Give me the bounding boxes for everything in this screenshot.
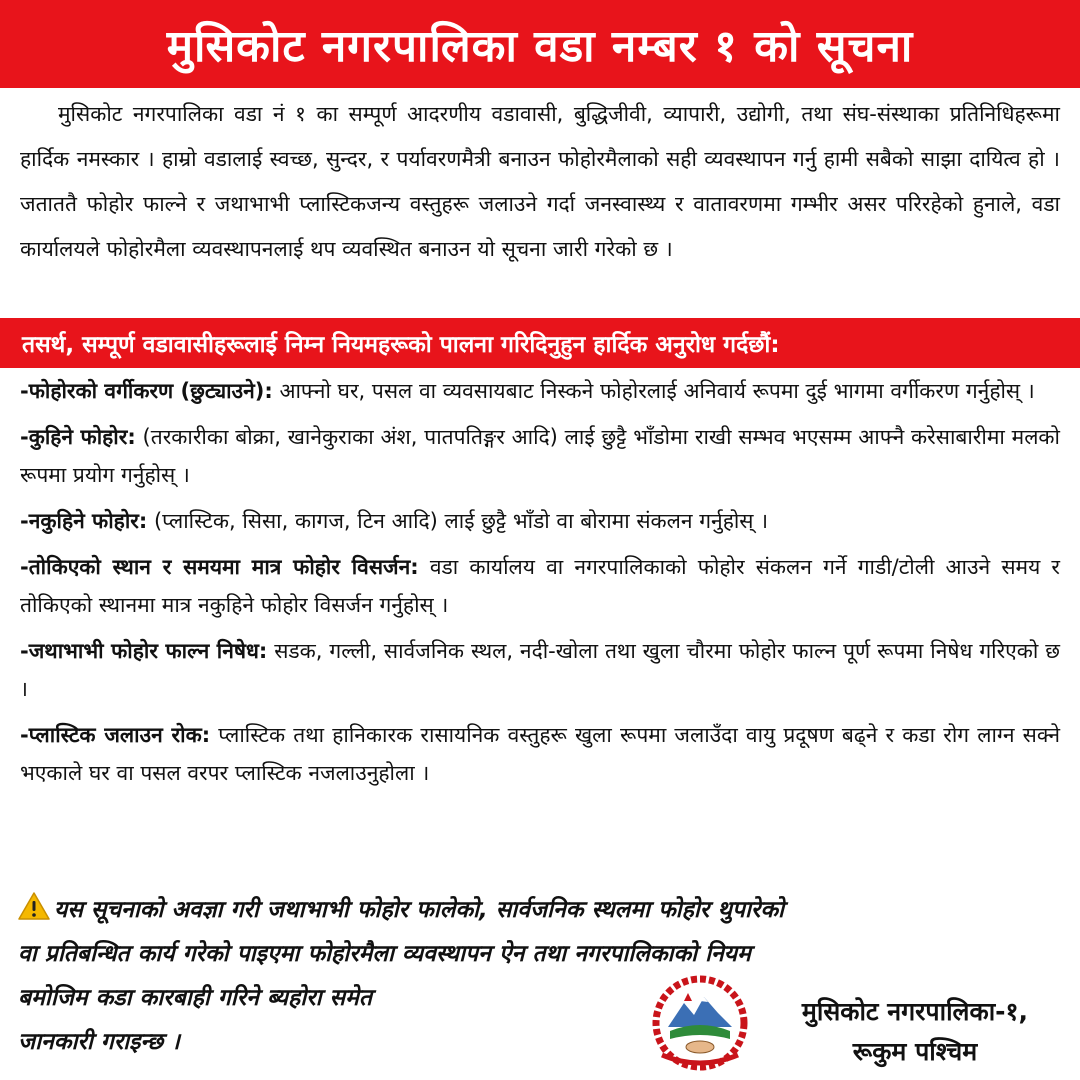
- rule-text: आफ्नो घर, पसल वा व्यवसायबाट निस्कने फोहोरलाई अनिवार्य रूपमा दुई भागमा वर्गीकरण गर्नुहोस् ।: [272, 379, 1035, 403]
- notice-title-bar: [0, 0, 1080, 88]
- rule-item: [20, 632, 1060, 708]
- notice-title: मुसिकोट नगरपालिका वडा नम्बर १ को सूचना: [166, 21, 914, 72]
- warning-icon: [18, 891, 50, 921]
- rule-term: -कुहिने फोहोर:: [20, 425, 136, 449]
- warning-text: यस सूचनाको अवज्ञा गरी जथाभाभी फोहोर फालेको, सार्वजनिक स्थलमा फोहोर थुपारेको: [54, 897, 784, 923]
- warning-line: जानकारी गराइन्छ ।: [18, 1029, 180, 1055]
- rule-term: -प्लास्टिक जलाउन रोक:: [20, 723, 211, 747]
- signature-line-office: मुसिकोट नगरपालिका-१,: [801, 997, 1029, 1026]
- rule-item: [20, 418, 1060, 494]
- signature-block: [760, 992, 1070, 1072]
- rule-item: [20, 716, 1060, 792]
- rule-term: -नकुहिने फोहोर:: [20, 509, 148, 533]
- rule-text: सडक, गल्ली, सार्वजनिक स्थल, नदी-खोला तथा खुला चौरमा फोहोर फाल्न पूर्ण रूपमा निषेध गरिएको छ ।: [20, 639, 1060, 701]
- intro-paragraph: मुसिकोट नगरपालिका वडा नं १ का सम्पूर्ण आदरणीय वडावासी, बुद्धिजीवी, व्यापारी, उद्योगी, तथा संघ-संस्थाका प्रतिनिधिहरूमा हार्दिक नमस्कार । हाम्रो वडालाई स्वच्छ, सुन्दर, र पर्यावरणमैत्री बनाउन फोहोरमैलाको सही व्यवस्थापन गर्नु हामी सबैको साझा दायित्व हो । जताततै फोहोर फाल्ने र जथाभाभी प्लास्टिकजन्य वस्तुहरू जलाउने गर्दा जनस्वास्थ्य र वातावरणमा गम्भीर असर परिरहेको हुनाले, वडा कार्यालयले फोहोरमैला व्यवस्थापनलाई थप व्यवस्थित बनाउन यो सूचना जारी गरेको छ ।: [20, 102, 1060, 261]
- warning-line: वा प्रतिबन्धित कार्य गरेको पाइएमा फोहोरमैला व्यवस्थापन ऐन तथा नगरपालिकाको नियम: [18, 941, 751, 967]
- warning-line: बमोजिम कडा कारबाही गरिने ब्यहोरा समेत: [18, 985, 372, 1011]
- rule-item: [20, 548, 1060, 624]
- rule-item: [20, 502, 1060, 540]
- request-bar: [0, 318, 1080, 368]
- signature-line-district: रूकुम पश्चिम: [852, 1037, 978, 1066]
- rule-item: [20, 372, 1060, 410]
- rule-text: (तरकारीका बोक्रा, खानेकुराका अंश, पातपतिङ्गर आदि) लाई छुट्टै भाँडोमा राखी सम्भव भएसम्म आफ्नै करेसाबारीमा मलको रूपमा प्रयोग गर्नुहोस् ।: [20, 425, 1060, 487]
- nepal-emblem-icon: [648, 975, 752, 1071]
- warning-line: [18, 888, 1068, 932]
- rules-list: [20, 372, 1060, 800]
- rule-text: (प्लास्टिक, सिसा, कागज, टिन आदि) लाई छुट्टै भाँडो वा बोरामा संकलन गर्नुहोस् ।: [147, 509, 769, 533]
- rule-term: -फोहोरको वर्गीकरण (छुट्याउने):: [20, 379, 273, 403]
- rule-term: -तोकिएको स्थान र समयमा मात्र फोहोर विसर्जन:: [20, 555, 419, 579]
- rule-text: प्लास्टिक तथा हानिकारक रासायनिक वस्तुहरू खुला रूपमा जलाउँदा वायु प्रदूषण बढ्ने र कडा रोग लाग्न सक्ने भएकाले घर वा पसल वरपर प्लास्टिक नजलाउनुहोला ।: [20, 723, 1060, 785]
- rule-term: -जथाभाभी फोहोर फाल्न निषेध:: [20, 639, 268, 663]
- rule-text: वडा कार्यालय वा नगरपालिकाको फोहोर संकलन गर्ने गाडी/टोली आउने समय र तोकिएको स्थानमा मात्र नकुहिने फोहोर विसर्जन गर्नुहोस् ।: [20, 555, 1060, 617]
- request-text: तसर्थ, सम्पूर्ण वडावासीहरूलाई निम्न नियमहरूको पालना गरिदिनुहुन हार्दिक अनुरोध गर्दछौं:: [22, 332, 780, 358]
